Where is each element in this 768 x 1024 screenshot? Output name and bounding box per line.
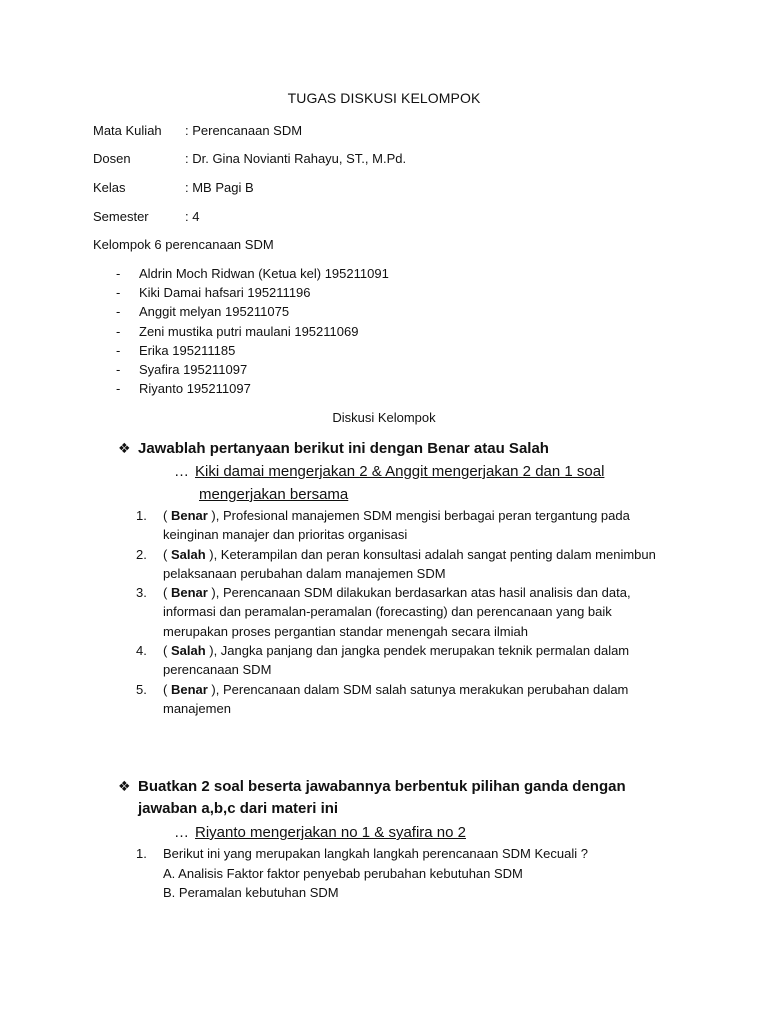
info-label: Mata Kuliah <box>93 123 162 138</box>
paren-open: ( <box>163 643 171 659</box>
info-value: : Dr. Gina Novianti Rahayu, ST., M.Pd. <box>185 151 407 166</box>
section1-heading-text: Jawablah pertanyaan berikut ini dengan Benar atau Salah <box>138 440 549 457</box>
member-name: Aldrin Moch Ridwan (Ketua kel) 195211091 <box>139 266 389 281</box>
info-value: : 4 <box>185 209 200 224</box>
info-label: Kelas <box>93 180 126 195</box>
member-name: Erika 195211185 <box>139 342 236 358</box>
discussion-subtitle: Diskusi Kelompok <box>332 410 436 425</box>
section1-assignment-line1 <box>174 461 604 483</box>
paren-open: ( <box>163 546 171 562</box>
dash-bullet: - <box>116 381 121 397</box>
answer-label: Benar <box>170 681 208 697</box>
paren-open: ( <box>163 681 171 697</box>
info-label: Semester <box>93 209 149 224</box>
member-name: Riyanto 195211097 <box>139 381 251 397</box>
mc-option <box>136 883 676 903</box>
section1-heading <box>118 437 549 460</box>
dash-bullet: - <box>116 304 121 320</box>
answer-label: Salah <box>170 546 206 562</box>
question-text: ), Jangka panjang dan jangka pendek merupakan teknik permalan dalam perencanaan SDM <box>163 643 630 678</box>
question-item <box>136 506 676 545</box>
section2-heading-line1: Buatkan 2 soal beserta jawabannya berbentuk pilihan ganda dengan <box>138 778 626 795</box>
assignment-text: mengerjakan bersama <box>199 486 349 503</box>
question-number: 1. <box>136 508 147 523</box>
question-number: 3. <box>136 585 147 601</box>
question-item <box>136 680 676 719</box>
mc-question-text: Berikut ini yang merupakan langkah langkah perencanaan SDM Kecuali ? <box>163 846 588 861</box>
multiple-choice-question <box>136 844 676 903</box>
member-name: Syafira 195211097 <box>139 361 248 377</box>
question-text: ), Profesional manajemen SDM mengisi berbagai peran tergantung pada keinginan manajer dan prioritas organisasi <box>163 508 630 543</box>
section2-heading-cont <box>138 798 338 820</box>
mc-option <box>136 864 676 884</box>
diamond-bullet-icon: ❖ <box>118 440 131 456</box>
mc-option-text: B. Peramalan kebutuhan SDM <box>163 885 339 900</box>
question-text: ), Keterampilan dan peran konsultasi adalah sangat penting dalam menimbun pelaksanaan perubahan dalam manajemen SDM <box>163 546 656 581</box>
dash-bullet: - <box>116 342 121 358</box>
question-number: 1. <box>136 846 147 861</box>
answer-label: Salah <box>170 643 206 659</box>
question-number: 2. <box>136 546 147 562</box>
question-item <box>136 583 676 641</box>
info-value: : MB Pagi B <box>185 180 254 195</box>
diamond-bullet-icon: ❖ <box>118 778 131 794</box>
ellipsis: … <box>174 463 189 480</box>
section2-heading-line2: jawaban a,b,c dari materi ini <box>138 800 339 817</box>
group-name: Kelompok 6 perencanaan SDM <box>93 237 274 252</box>
ellipsis: … <box>174 824 189 841</box>
dash-bullet: - <box>116 285 121 301</box>
dash-bullet: - <box>116 266 121 281</box>
true-false-question-list <box>136 506 676 718</box>
paren-open: ( <box>163 508 171 523</box>
answer-label: Benar <box>170 508 208 523</box>
question-item <box>136 545 676 584</box>
question-text: ), Perencanaan SDM dilakukan berdasarkan atas hasil analisis dan data, informasi dan peramalan-peramalan (forecasting) dan perencanaan yang baik merupakan proses pergantian standar menengah secara ilmiah <box>163 585 631 639</box>
assignment-text: Kiki damai mengerjakan 2 & Anggit mengerjakan 2 dan 1 soal <box>195 463 605 480</box>
question-number: 5. <box>136 681 147 697</box>
question-item <box>136 641 676 680</box>
assignment-text: Riyanto mengerjakan no 1 & syafira no 2 <box>195 824 466 841</box>
document-title: TUGAS DISKUSI KELOMPOK <box>287 90 481 106</box>
section2-assignment <box>174 822 466 844</box>
member-name: Kiki Damai hafsari 195211196 <box>139 285 311 301</box>
question-number: 4. <box>136 643 147 659</box>
member-name: Zeni mustika putri maulani 195211069 <box>139 323 359 339</box>
info-label: Dosen <box>93 151 131 166</box>
info-value: : Perencanaan SDM <box>185 123 303 138</box>
answer-label: Benar <box>170 585 208 601</box>
dash-bullet: - <box>116 361 121 377</box>
member-name: Anggit melyan 195211075 <box>139 304 290 320</box>
question-text: ), Perencanaan dalam SDM salah satunya merakukan perubahan dalam manajemen <box>163 681 629 716</box>
section2-heading <box>118 775 626 798</box>
dash-bullet: - <box>116 323 121 339</box>
mc-option-text: A. Analisis Faktor faktor penyebab perubahan kebutuhan SDM <box>163 865 523 881</box>
paren-open: ( <box>163 585 171 601</box>
mc-question-row <box>136 844 676 864</box>
section1-assignment-line2 <box>199 484 348 506</box>
